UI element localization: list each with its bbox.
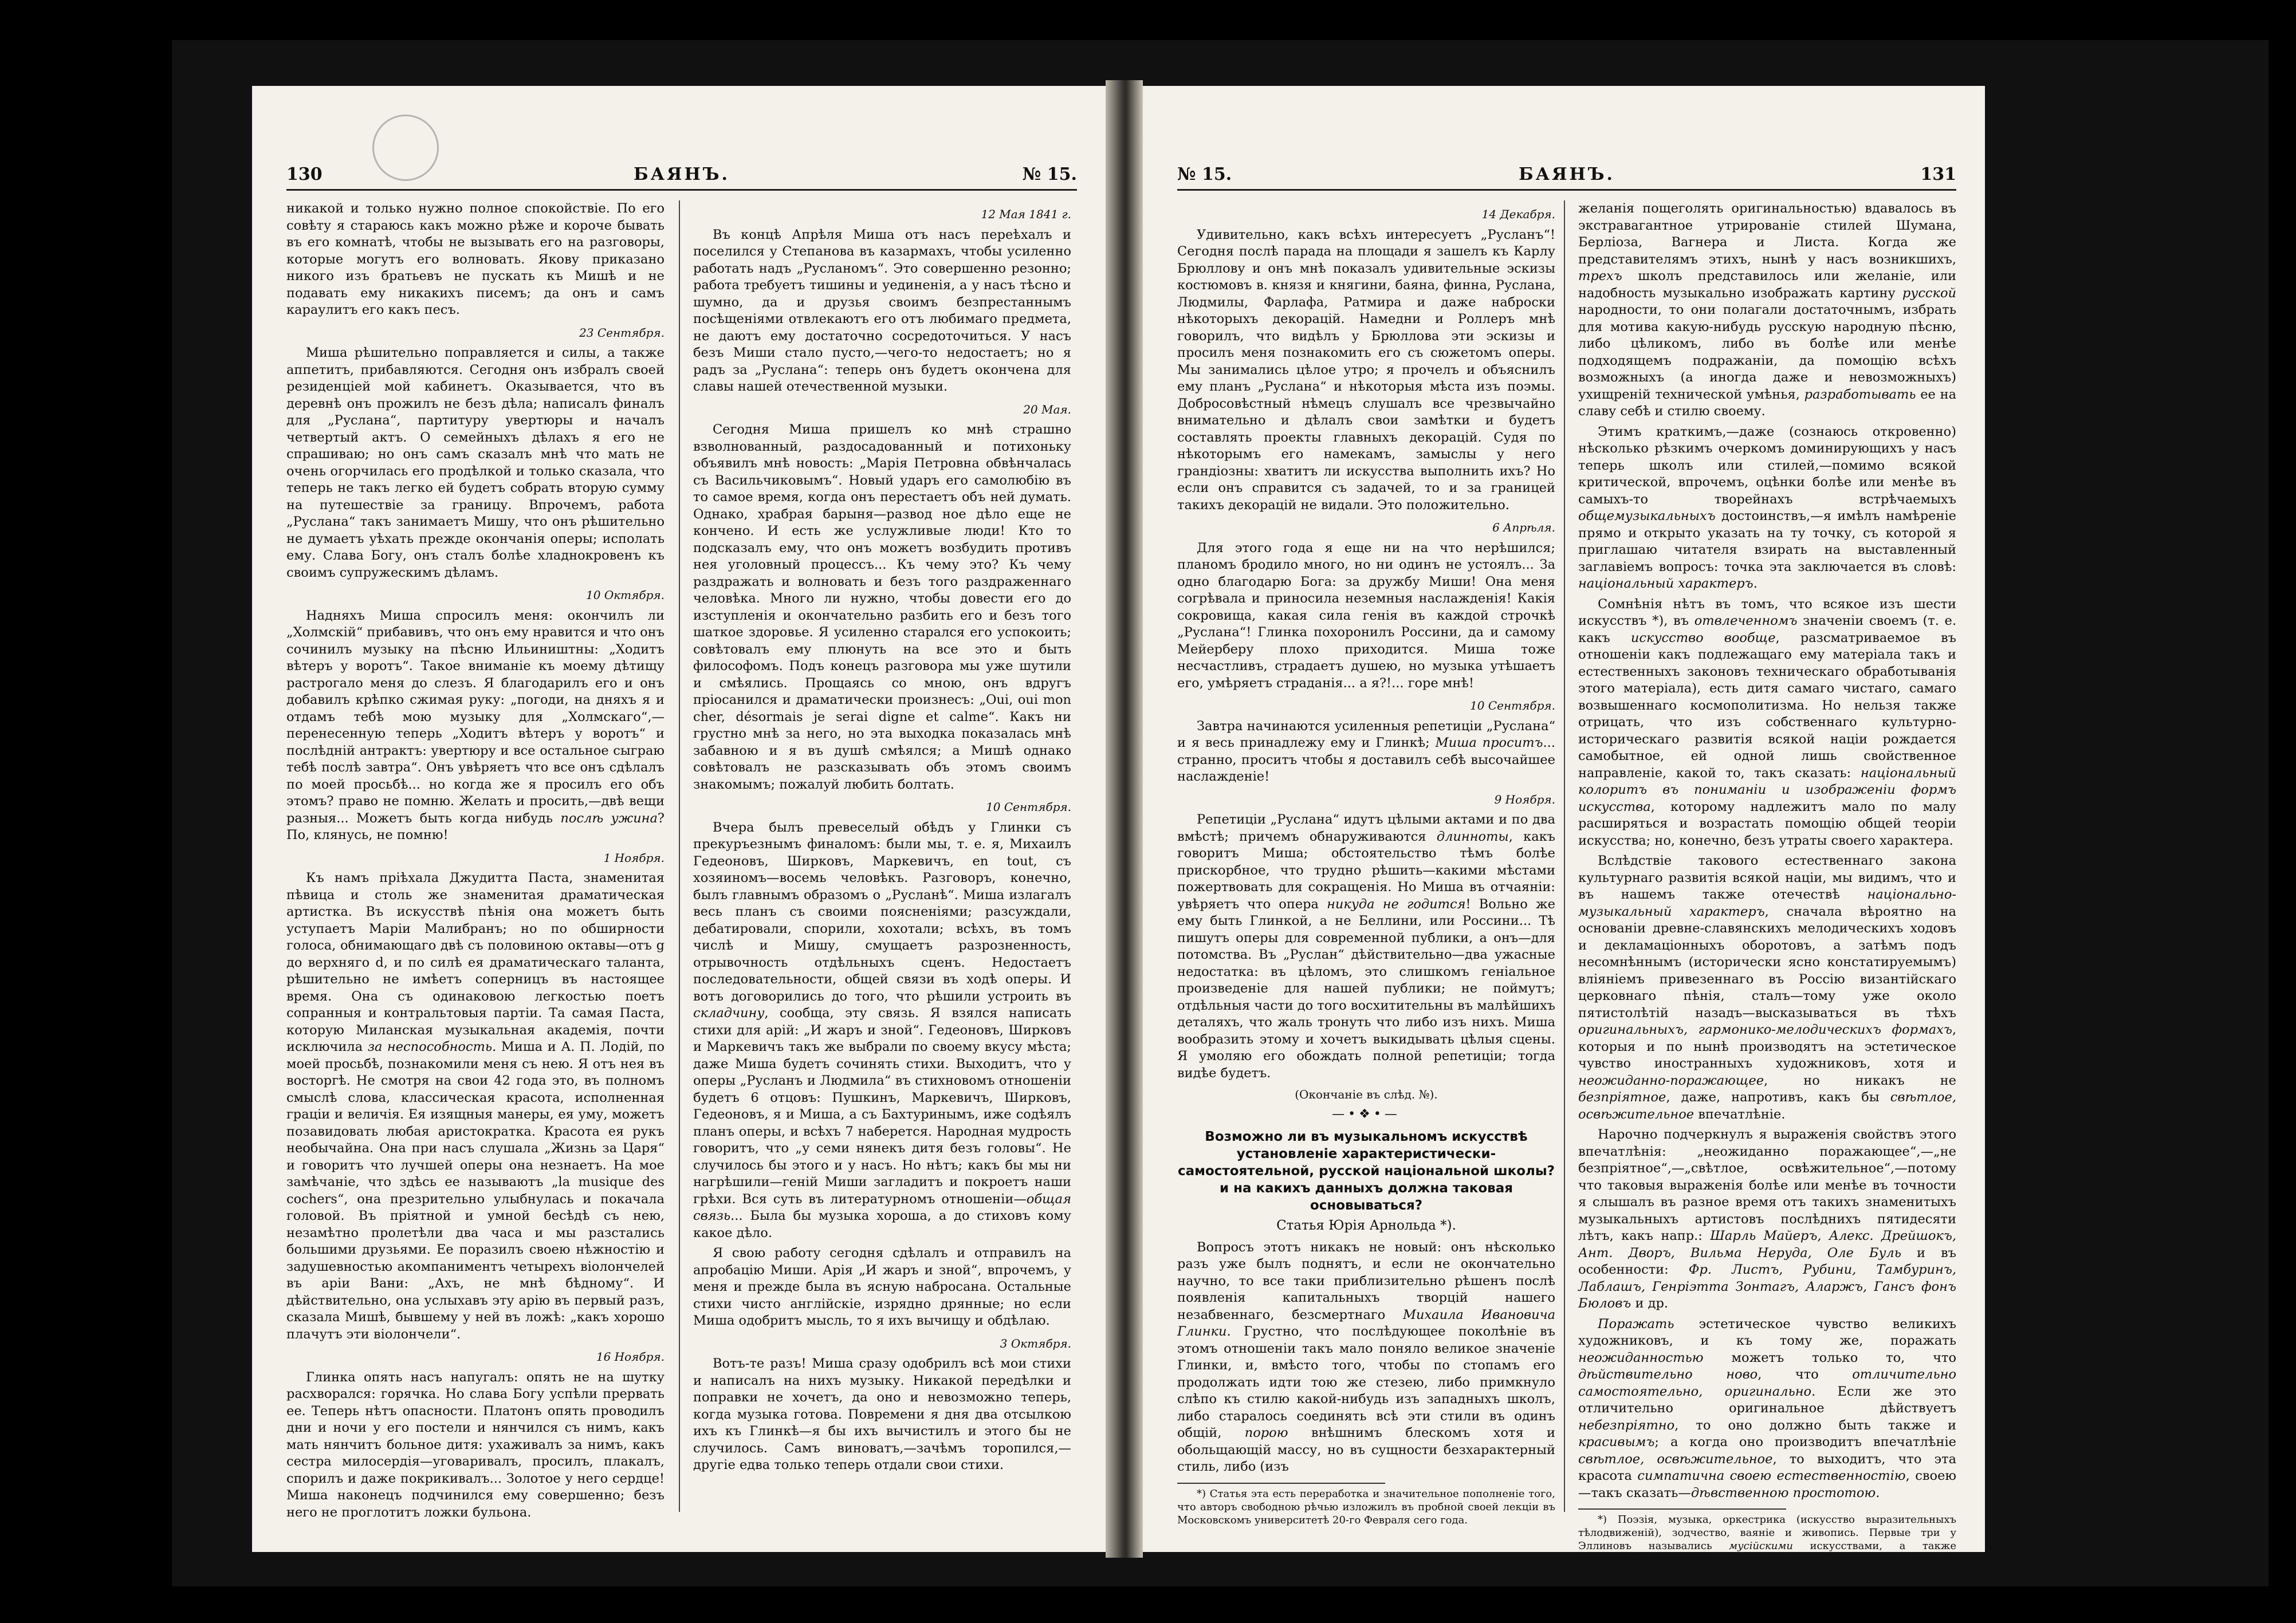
issue-number: № 15. — [1177, 164, 1232, 184]
ornament-divider: —•❖•— — [1332, 1106, 1401, 1121]
column-rule — [679, 200, 680, 1512]
paragraph: Вслѣдствіе такового естественнаго закона культурнаго развитія всякой націи, мы видимъ, что и въ нашемъ также отечествѣ національно-музыкальный характеръ, сначала вѣроятно на основаніи древне-славянскихъ мелодическихъ ходовъ и декламаціонныхъ оборотовъ, а затѣмъ подъ несомнѣннымъ (исторически ясно констатируемымъ) вліяніемъ привезеннаго въ Россію византійскаго церковнаго пѣнія, сталъ—тому уже около пятистолѣтій назадъ—высказываться въ тѣхъ оригинальныхъ, гармонико-мелодическихъ формахъ, которыя и по нынѣ производятъ на эстетическое чувство иностранныхъ художниковъ, хотя и неожиданно-поражающее, но никакъ не безпріятное, даже, напротивъ, какъ бы свѣтлое, освѣжительное впечатлѣніе. — [1578, 853, 1956, 1122]
paragraph: Вотъ-те разъ! Миша сразу одобрилъ всѣ мои стихи и написалъ на нихъ музыку. Никакой передѣлки и поправки не хочетъ, да оно и невозможно теперь, когда музыка готова. Повремени я дня два отсылкою ихъ къ Глинкѣ—я бы ихъ вычистилъ и этого бы не случилось. Самъ виноватъ,—зачѣмъ торопился,—другіе едва только теперь отдали свои стихи. — [693, 1356, 1071, 1472]
entry-date: 1 Ноября. — [603, 850, 665, 865]
entry-date: 20 Мая. — [1023, 402, 1071, 416]
paragraph: Этимъ краткимъ,—даже (сознаюсь откровенно) нѣсколько рѣзкимъ очеркомъ доминирующихъ у насъ теперь школъ или стилей,—помимо всякой критической, впрочемъ, оцѣнки болѣе или менѣе въ самыхъ-то творейнахъ встрѣчаемыхъ общемузыкальныхъ достоинствъ,—я имѣлъ намѣреніе прямо и открыто указать на ту точку, съ которой я приглашаю читателя взирать на выставленный заглавіемъ вопросъ: точка эта заключается въ словѣ: національный характеръ. — [1578, 424, 1956, 591]
entry-date: 14 Декабря. — [1481, 207, 1555, 221]
paragraph: Сомнѣнія нѣтъ въ томъ, что всякое изъ шести искусствъ *), въ отвлеченномъ значеніи своемъ (т. е. какъ искусство вообще, разсматриваемое въ отношеніи какъ подлежащаго ему матеріала такъ и естественныхъ законовъ техническаго обработыванія этого матеріала), есть дитя самаго чистаго, самаго возвышеннаго космополитизма. Но нельзя также отрицать, что изъ собственнаго культурно-историческаго развитія всякой націи рождается самобытное, ей одной лишь свойственное направленіе, какой то, такъ сказать: національный колоритъ въ пониманіи и изображеніи формъ искусства, которому надлежитъ мало по малу расширяться и возрастать помощію общей теоріи искусства; но, конечно, безъ утраты своего характера. — [1578, 596, 1957, 848]
paragraph: Сегодня Миша пришелъ ко мнѣ страшно взволнованный, раздосадованный и потихоньку объявилъ мнѣ новость: „Марія Петровна обвѣнчалась съ Васильчиковымъ“. Новый ударъ его самолюбію въ то самое время, когда онъ перестаетъ объ ней думать. Однако, храбрая барыня—развод ное дѣло еще не кончено. И есть же услужливые люди! Кто то подсказалъ ему, что онъ можетъ возбудить противъ нея уголовный процессъ... Къ чему это? Къ чему раздражать и волновать и безъ того раздраженнаго человѣка. Много ли нужно, чтобы довести его до изступленія и окончательно разбить его и безъ того шаткое здоровье. Я усиленно старался его успокоить; совѣтовалъ ему плюнуть на все это и быть философомъ. Подъ конецъ разговора мы уже шутили и смѣялись. Прощаясь со мною, онъ вдругъ пріосанился и драматически произнесъ: „Oui, oui mon cher, désormais je serai digne et calme“. Какъ ни грустно мнѣ за него, но эта выходка показалась мнѣ забавною и я въ душѣ смѣялся; а Мишѣ однако совѣтовалъ не разсказывать объ этомъ своимъ знакомымъ; пожалуй любить болтать. — [693, 422, 1071, 792]
left-column-a — [286, 200, 665, 1518]
paragraph: Репетиціи „Руслана“ идутъ цѣлыми актами и по два вмѣстѣ; причемъ обнаруживаются длинноты, какъ говоритъ Миша; обстоятельство тѣмъ болѣе прискорбное, что трудно рѣшить—какими мѣстами пожертвовать для сокращенія. Но Миша въ отчаяніи: увѣряетъ что опера никуда не годится! Вольно же ему быть Глинкой, а не Беллини, или Россини... Тѣ пишутъ оперы для современной публики, а онъ—для потомства. Въ „Руслан“ дѣйствительно—два ужасные недостатка: въ цѣломъ, это слишкомъ геніальное произведеніе для нашей публики; не поймутъ; отдѣльныя части до того восхитительны въ малѣйшихъ деталяхъ, что жаль тронуть что либо изъ нихъ. Миша вообразить этому и хочетъ выкидывать цѣлыя сцены. Я умоляю его обождать полной репетиціи; тогда видѣе будетъ. — [1177, 812, 1555, 1081]
left-page-header — [286, 155, 1077, 191]
right-page-header — [1177, 155, 1956, 191]
paragraph: Миша рѣшительно поправляется и силы, а также аппетитъ, прибавляются. Сегодня онъ избралъ своей резиденціей мой кабинетъ. Оказывается, что въ деревнѣ онъ прожилъ не безъ дѣла; написалъ финалъ для „Руслана“, партитуру увертюры и началъ четвертый актъ. О семейныхъ дѣлахъ я его не спрашиваю; но онъ самъ сказалъ мнѣ что мать не очень огорчилась его продѣлкой и только сказала, что теперь не такъ легко ей будетъ собрать вторую сумму на путешествіе за границу. Впрочемъ, работа „Руслана“ такъ занимаетъ Мишу, что онъ рѣшительно не думаетъ уѣхать прежде окончанія оперы; исполать ему. Слава Богу, онъ сталъ болѣе хладнокровенъ къ своимъ супружескимъ дѣламъ. — [286, 345, 665, 580]
paragraph: Глинка опять насъ напугалъ: опять не на шутку расхворался: горячка. Но слава Богу успѣли прервать ее. Теперь нѣтъ опасности. Платонъ опять проводилъ дни и ночи у его постели и нянчился съ нимъ, какъ мать нянчитъ больное дитя: ухаживалъ за нимъ, какъ сестра милосердія—уговаривалъ, просилъ, плакалъ, спорилъ и даже покрикивалъ... Золотое у него сердце! Миша наконецъ подчинился ему совершенно; безъ него не проглотитъ ложки бульона. — [286, 1369, 665, 1520]
left-column-b — [693, 200, 1071, 1518]
footnote: *) Поэзія, музыка, оркестрика (искусство выразительныхъ тѣлодвиженій), зодчество, ваяніе и живопись. Первые три у Эллиновъ назывались мусійскими искусствами, а также искусствами движенія; другіе же три пластичными, или же искусствами покоя. — [1578, 1514, 1957, 1578]
entry-date: 23 Сентября. — [579, 325, 665, 340]
paragraph: Вопросъ этотъ никакъ не новый: онъ нѣсколько разъ уже былъ поднятъ, и если не окончательно научно, то все таки приблизительно рѣшенъ послѣ появленія капитальныхъ творцій нашего незабвеннаго, безсмертнаго Михаила Ивановича Глинки. Грустно, что послѣдующее поколѣніе въ этомъ отношеніи такъ мало поняло великое значеніе Глинки, и, вмѣсто того, чтобы по стопамъ его продолжать идти тою же стезею, либо примкнуло слѣпо къ стилю какой-нибудь изъ западныхъ школъ, либо старалось соединять всѣ эти стили въ одинъ общій, порою внѣшнимъ блескомъ хотя и обольщающій массу, но въ сущности безхарактерный стиль, либо (изъ — [1177, 1239, 1556, 1474]
entry-date: 16 Ноября. — [596, 1350, 665, 1364]
paragraph: Поражать эстетическое чувство великихъ художниковъ, и къ тому же, поражать неожиданностью можетъ только то, что дѣйствительно ново, что отличительно самостоятельно, оригинально. Если же это отличительно оригинальное дѣйствуетъ небезпріятно, то оно должно быть также и красивымъ; а когда оно производитъ впечатлѣніе свѣтлое, освѣжительное, то выходитъ, что эта красота симпатична своею естественностію, своею—такъ сказать—дѣвственною простотою. — [1578, 1316, 1956, 1500]
paragraph: Нарочно подчеркнулъ я выраженія свойствъ этого впечатлѣнія: „неожиданно поражающее“,—„не безпріятное“,—„свѣтлое, освѣжительное“,—потому что таковыя выраженія болѣе или менѣе въ точности я слышалъ въ разное время отъ такихъ знаменитыхъ музыкальныхъ артистовъ послѣднихъ пятидесяти лѣтъ, какъ напр.: Шарль Майеръ, Алекс. Дрейшокъ, Ант. Дворъ, Вильма Неруда, Оле Буль и въ особенности: Фр. Листъ, Рубини, Тамбуринъ, Лаблашъ, Генріэтта Зонтагъ, Аларжъ, Гансъ фонъ Бюловъ и др. — [1578, 1127, 1956, 1311]
running-title: БАЯНЪ. — [633, 164, 730, 184]
right-column-a — [1177, 200, 1556, 1526]
entry-date: 12 Мая 1841 г. — [981, 207, 1071, 221]
paragraph: Въ концѣ Апрѣля Миша отъ насъ переѣхалъ и поселился у Степанова въ казармахъ, чтобы усиленно работать надъ „Русланомъ“. Это совершенно резонно; работа требуетъ тишины и уединенія, а у насъ тѣсно и шумно, да и друзья своимъ безпрестаннымъ посѣщеніями отвлекаютъ его отъ любимаго предмета, не даютъ ему достаточно сосредоточиться. У насъ безъ Миши стало пусто,—чего-то недостаетъ; но я радъ за „Руслана“: теперь онъ будетъ окончена для славы нашей отечественной музыки. — [693, 227, 1071, 394]
entry-date: 9 Ноября. — [1494, 792, 1555, 806]
issue-number: № 15. — [1022, 164, 1077, 184]
entry-date: 10 Сентября. — [986, 800, 1071, 814]
paragraph: никакой и только нужно полное спокойствіе. По его совѣту я стараюсь какъ можно рѣже и короче бывать въ его комнатѣ, чтобы не вызывать его на разговоры, которые могутъ его волновать. Якову приказано никого изъ братьевъ не пускать къ Мишѣ и не подавать ему никакихъ писемъ; да онъ и самъ караулитъ его какъ песъ. — [286, 201, 665, 317]
paragraph: Вчера былъ превеселый обѣдъ у Глинки съ прекуръезнымъ финаломъ: были мы, т. е. я, Михаилъ Гедеоновъ, Ширковъ, Маркевичъ, en tout, съ хозяиномъ—восемь человѣкъ. Разговоръ, конечно, былъ главнымъ образомъ о „Русланѣ“. Миша излагалъ весь планъ съ своими поясненіями; разсуждали, дебатировали, спорили, хохотали; всѣхъ, въ томъ числѣ и Мишу, смущаетъ разрозненность, отрывочность отдѣльныхъ сценъ. Недостаетъ последовательности, общей связи въ ходѣ оперы. И вотъ договорились до того, что рѣшили устроить въ складчину, сообща, эту связь. Я взялся написать стихи для арій: „И жаръ и зной“. Гедеоновъ, Ширковъ и Маркевичъ такъ же выбрали по своему вкусу мѣста; даже Миша будетъ сочинять стихи. Выходитъ, что у оперы „Русланъ и Людмила“ въ стихновомъ отношеніи будетъ 6 отцовъ: Пушкинъ, Маркевичъ, Ширковъ, Гедеоновъ, я и Миша, а съ Бахтуринымъ, иже содѣялъ планъ оперы, и всѣхъ 7 наберется. Народная мудрость говоритъ, что „у семи нянекъ дитя безъ головы“. Не случилось бы этого и у насъ. Но нѣтъ; какъ бы мы ни нагрѣшили—геній Миши загладитъ и покроетъ наши грѣхи. Вся суть въ литературномъ отношеніи—общая связь... Была бы музыка хороша, а до стиховъ кому какое дѣло. — [693, 820, 1071, 1240]
paragraph: Надняхъ Миша спросилъ меня: окончилъ ли „Холмскій“ прибавивъ, что онъ ему нравится и что онъ сочинилъ музыку на пѣсню Ильиништны: „Ходитъ вѣтеръ у воротъ“. Такое вниманіе къ моему дѣтищу растрогало меня до слезъ. Я благодарилъ его и онъ добавилъ крѣпко сжимая руку: „погоди, на дняхъ я и отдамъ тебѣ мою музыку для „Холмскаго“,—перенесенную теперь „Ходитъ вѣтеръ у воротъ“ и послѣдній антрактъ: увертюру и все остальное сыграю тебѣ послѣ завтра“. Онъ увѣряетъ что все онъ сдѣлалъ по моей просьбѣ... но когда же я просилъ его объ этомъ? право не помню. Желать и просить,—двѣ вещи разныя... Можетъ быть когда нибудь послѣ ужина? По, клянусь, не помню! — [286, 608, 665, 842]
footnote-rule — [1578, 1508, 1786, 1510]
article-byline: Статья Юрія Арнольда *). — [1276, 1218, 1456, 1233]
entry-date: 6 Апрѣля. — [1492, 521, 1555, 534]
page-number: 131 — [1920, 164, 1956, 184]
paragraph: желанія пощеголять оригинальностью) вдавалось въ экстравагантное утрированіе стилей Шумана, Берліоза, Вагнера и Листа. Когда же представителямъ этихъ, нынѣ у насъ возникшихъ, трехъ школъ представилось или желаніе, или надобность музыкально изображать картину русской народности, то они полагали достаточнымъ, избрать для мотива какую-нибудь русскую народную пѣсню, либо цѣликомъ, либо въ болѣе или менѣе подходящемъ подражаніи, да помощію всѣхъ возможныхъ (а иногда даже и невозможныхъ) ухищреній технической умѣнья, разработывать ее на славу себѣ и стилю своему. — [1578, 201, 1956, 419]
paragraph: Завтра начинаются усиленныя репетиціи „Руслана“ и я весь принадлежу ему и Глинкѣ; Миша проситъ... странно, проситъ чтобы я доставилъ себѣ высочайшее наслажденіе! — [1177, 718, 1555, 784]
continuation-note: (Окончаніе въ слѣд. №). — [1295, 1088, 1438, 1101]
right-column-b — [1578, 200, 1957, 1578]
paragraph: Для этого года я еще ни на что нерѣшился; планомъ бродило много, но ни одинъ не устоялъ... За одно благодарю Бога: за дружбу Миши! Она меня согрѣвала и приносила неземныя наслажденія! Какія сокровища, какая сила генія въ каждой строчкѣ „Руслана“! Глинка похоронилъ Россини, да и самому Мейерберу плохо приходится. Миша тоже несчастливъ, страдаетъ душею, но музыка утѣшаетъ его, умѣряетъ страданія... а я?!... горе мнѣ! — [1177, 540, 1555, 691]
page-number: 130 — [286, 164, 323, 184]
paragraph: Я свою работу сегодня сдѣлалъ и отправилъ на апробацію Миши. Арія „И жаръ и зной“, впрочемъ, у меня и прежде была въ ясную набросана. Остальные стихи чисто англійскіе, изрядно дрянные; но если Миша одобритъ мысль, то я ихъ вычищу и обдѣлаю. — [693, 1246, 1071, 1328]
entry-date: 10 Сентября. — [1470, 699, 1555, 712]
book-gutter — [1106, 80, 1143, 1558]
footnote: *) Статья эта есть переработка и значительное пополненіе того, что авторъ свободною рѣчью изложилъ въ пробной своей лекціи въ Московскомъ университетѣ 20-го Февраля сего года. — [1177, 1487, 1555, 1526]
column-rule — [1564, 200, 1565, 1512]
footnote-rule — [1177, 1483, 1385, 1484]
left-page — [252, 86, 1106, 1552]
running-title: БАЯНЪ. — [1518, 164, 1615, 184]
right-page — [1143, 86, 1985, 1578]
article-title: Возможно ли въ музыкальномъ искусствѣ установленіе характеристически-самостоятельной, русской національной школы? и на какихъ данныхъ должна таковая основываться? — [1177, 1129, 1555, 1213]
paragraph: Къ намъ пріѣхала Джудитта Паста, знаменитая пѣвица и столь же знаменитая драматическая артистка. Въ искусствѣ пѣнія она можетъ быть уступаетъ Маріи Малибранъ; но по обширности голоса, обнимающаго двѣ съ половиною октавы—отъ g до верхняго d, и по силѣ ея драматическаго таланта, рѣшительно не имѣетъ соперницъ въ настоящее время. Она съ одинаковою легкостью поетъ сопранныя и контральтовыя партіи. Та самая Паста, которую Миланская музыкальная академія, почти исключила за неспособность. Миша и А. П. Лодій, по моей просьбѣ, познакомили меня съ нею. Я отъ нея въ восторгѣ. Не смотря на свои 42 года это, въ полномъ смыслѣ слова, классическая красота, исполненная граціи и величія. Ея изящныя манеры, ея уму, можетъ позавидовать любая аристократка. Красота ея рукъ необычайна. Она при насъ слушала „Жизнь за Царя“ и говоритъ что лучшей оперы она незнаетъ. На мое замѣчаніе, что здѣсь ее называютъ „la musique des cochers“, она презрительно улыбнулась и покачала головой. Въ пріятной и умной бесѣдѣ съ нею, незамѣтно пролетѣли два часа и мы разстались большими друзьями. Ее поразилъ своею нѣжностію и задушевностью акомпаниментъ четырехъ віолончелей въ аріи Вани: „Ахъ, не мнѣ бѣдному“. И дѣйствительно, она услыхавъ эту арію въ первый разъ, сказала Мишѣ, бывшему у ней въ ложѣ: „какъ хорошо плачутъ эти віолончели“. — [286, 870, 665, 1342]
entry-date: 10 Октября. — [586, 588, 665, 602]
paragraph: Удивительно, какъ всѣхъ интересуетъ „Русланъ“! Сегодня послѣ парада на площади я зашелъ къ Карлу Брюллову и онъ мнѣ показалъ удивительные эскизы костюмовъ в. князя и княгини, баяна, финна, Руслана, Людмилы, Фарлафа, Ратмира и даже наброски нѣкоторыхъ декорацій. Намедни и Роллеръ мнѣ говорилъ, что видѣлъ у Брюллова эти эскизы и просилъ меня познакомить его съ сюжетомъ оперы. Мы занимались цѣлое утро; я прочелъ и объяснилъ ему планъ „Руслана“ и нѣкоторыя мѣста изъ поэмы. Добросовѣстный нѣмецъ слушалъ все чрезвычайно внимательно и дѣлалъ свои замѣтки и будетъ составлять проекты главныхъ декорацій. Судя по нѣкоторымъ его намекамъ, замыслы у него грандіозны: хватитъ ли искусства выполнить ихъ? Но если онъ справится съ задачей, то и за границей такихъ декорацій не видали. Это положительно. — [1177, 227, 1555, 513]
entry-date: 3 Октября. — [1000, 1336, 1071, 1350]
